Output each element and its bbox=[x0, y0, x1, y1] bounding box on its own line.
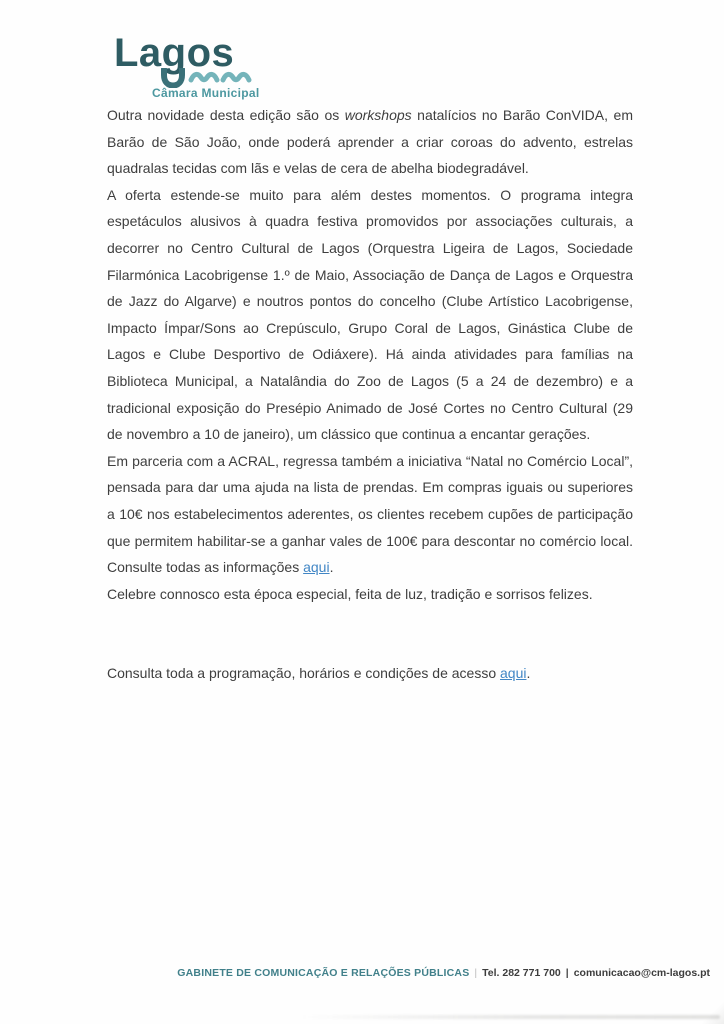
scan-shadow bbox=[300, 1015, 720, 1019]
document-body bbox=[107, 102, 633, 687]
scan-corner-artifact bbox=[698, 998, 724, 1024]
page-footer bbox=[0, 967, 710, 979]
aqui-link[interactable]: aqui bbox=[303, 559, 330, 576]
lagos-logo bbox=[114, 31, 260, 100]
footer-email: comunicacao@cm-lagos.pt bbox=[573, 967, 710, 979]
paragraph bbox=[107, 102, 633, 182]
footer-department: GABINETE DE COMUNICAÇÃO E RELAÇÕES PÚBLICAS bbox=[177, 967, 470, 979]
wave-icon bbox=[160, 68, 255, 88]
text-run: natalícios no Barão ConVIDA, em Barão de São João, onde poderá aprender a criar coroas do advento, estrelas quadralas tecidas com lãs e velas de cera de abelha biodegradável. bbox=[107, 107, 633, 177]
text-run: . bbox=[526, 665, 531, 682]
text-run: Outra novidade desta edição são os bbox=[107, 107, 345, 123]
italic-text: workshops bbox=[344, 107, 412, 123]
text-run: Em parceria com a ACRAL, regressa também a iniciativa “Natal no Comércio Local”, pensada para dar uma ajuda na lista de prendas. Em compras iguais ou superiores a 10€ nos estabelecimentos aderentes, os clientes recebem cupões de participação que permitem habilitar-se a ganhar vales de 100€ para descontar no comércio local. Consulte todas as informações bbox=[107, 452, 633, 576]
paragraph bbox=[107, 448, 633, 581]
footer-separator-2: | bbox=[565, 967, 569, 979]
footer-separator-1: | bbox=[474, 967, 478, 979]
paragraph bbox=[107, 581, 633, 608]
text-run: A oferta estende-se muito para além destes momentos. O programa integra espetáculos alusivos à quadra festiva promovidos por associações culturais, a decorrer no Centro Cultural de Lagos (Orquestra Ligeira de Lagos, Sociedade Filarmónica Lacobrigense 1.º de Maio, Associação de Dança de Lagos e Orquestra de Jazz do Algarve) e noutros pontos do concelho (Clube Artístico Lacobrigense, Impacto Ímpar/Sons ao Crepúsculo, Grupo Coral de Lagos, Ginástica Clube de Lagos e Clube Desportivo de Odiáxere). Há ainda atividades para famílias na Biblioteca Municipal, a Natalândia do Zoo de Lagos (5 a 24 de dezembro) e a tradicional exposição do Presépio Animado de José Cortes no Centro Cultural (29 de novembro a 10 de janeiro), um clássico que continua a encantar gerações. bbox=[107, 186, 633, 443]
paragraph bbox=[107, 660, 633, 687]
text-run: . bbox=[329, 559, 334, 576]
text-run: Celebre connosco esta época especial, feita de luz, tradição e sorrisos felizes. bbox=[107, 585, 593, 602]
aqui-link[interactable]: aqui bbox=[500, 665, 527, 682]
text-run: Consulta toda a programação, horários e condições de acesso bbox=[107, 665, 501, 682]
logo-subtitle: Câmara Municipal bbox=[152, 86, 260, 100]
paragraph bbox=[107, 182, 633, 448]
footer-phone: Tel. 282 771 700 bbox=[482, 967, 561, 979]
logo-wordmark: Lagos bbox=[114, 31, 235, 75]
